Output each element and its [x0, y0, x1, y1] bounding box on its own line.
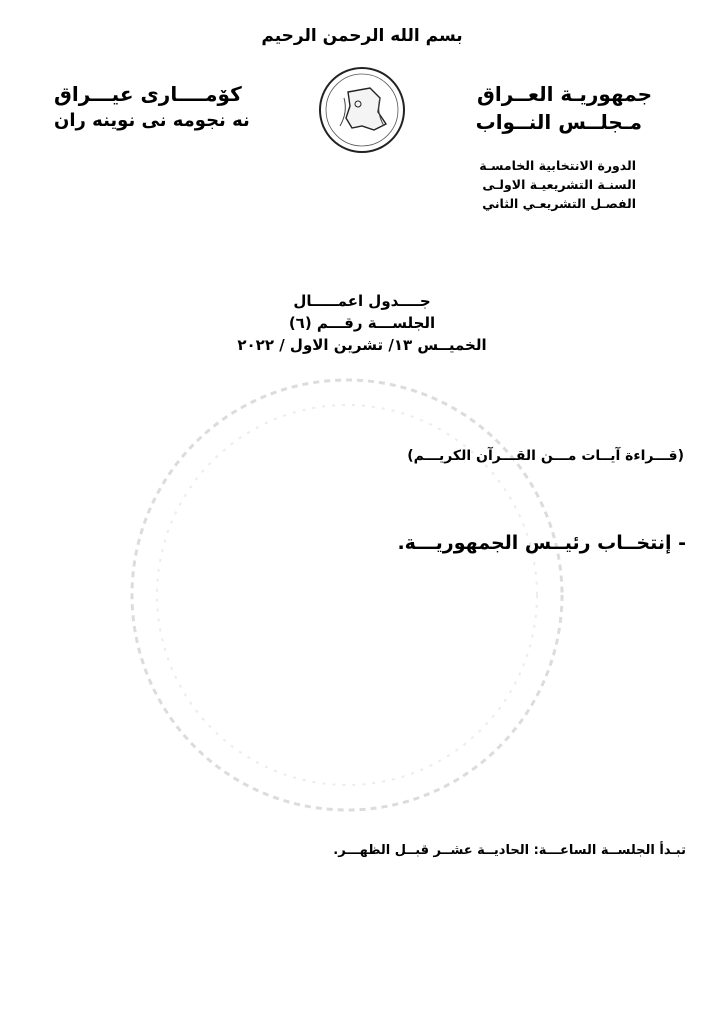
basmala: بسم الله الرحمن الرحيم — [261, 26, 463, 46]
quran-recitation-item: (قـــراءة آيــات مـــن القـــرآن الكريـــم) — [407, 448, 684, 464]
session-number: الجلســـة رقـــم (٦) — [288, 314, 436, 332]
seal-watermark — [112, 360, 582, 830]
agenda-title: جــــدول اعمـــــال — [293, 292, 431, 310]
parliament-emblem-icon — [318, 62, 406, 158]
session-date: الخميــس ١٣/ تشرين الاول / ٢٠٢٢ — [237, 336, 487, 354]
kurdish-country-title: كۆمــــارى عيـــراق — [54, 82, 242, 106]
agenda-heading — [0, 290, 724, 356]
session-info-chapter: الفصـل التشريعـي الثاني — [482, 196, 636, 211]
session-start-time: تبـدأ الجلســة الساعـــة: الحاديــة عشــر قبــل الظهـــر. — [333, 843, 686, 858]
kurdish-council-title: نه نجومه نى نوينه ران — [54, 110, 250, 131]
session-info-term: الدورة الانتخابية الخامسـة — [479, 158, 636, 173]
session-info-year: السنـة التشريعيـة الاولـى — [482, 177, 636, 192]
session-info — [479, 156, 636, 213]
country-title: جمهوريـة العــراق — [476, 82, 652, 106]
agenda-item-election: - إنتخــاب رئيــس الجمهوريـــة. — [397, 532, 686, 554]
council-title: مـجلــس النــواب — [475, 110, 642, 134]
